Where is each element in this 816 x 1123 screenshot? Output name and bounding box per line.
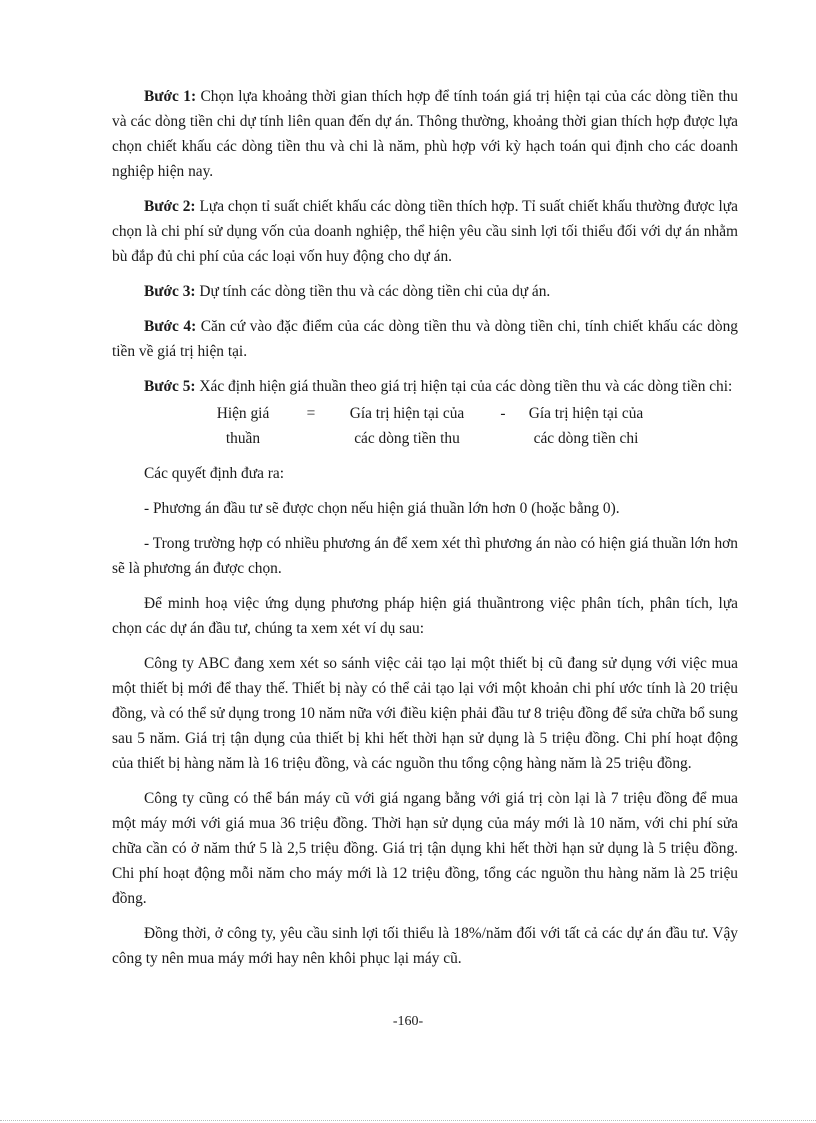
formula-lhs <box>208 401 278 451</box>
step-3-paragraph <box>112 279 738 304</box>
step-text: Chọn lựa khoảng thời gian thích hợp để tính toán giá trị hiện tại của các dòng tiền thu và các dòng tiền chi dự tính liên quan đến dự án. Thông thường, khoảng thời gian thích hợp được lựa chọn chiết khấu các dòng tiền thu và chi là năm, phù hợp với kỳ hạch toán qui định cho các doanh nghiệp hiện nay. <box>112 88 738 180</box>
example-paragraph-1: Công ty ABC đang xem xét so sánh việc cải tạo lại một thiết bị cũ đang sử dụng với việc mua một thiết bị mới để thay thế. Thiết bị này có thể cải tạo lại với một khoản chi phí ước tính là 20 triệu đồng, và có thể sử dụng trong 10 năm nữa với điều kiện phải đầu tư 8 triệu đồng để sửa chữa bổ sung sau 5 năm. Giá trị tận dụng của thiết bị khi hết thời hạn sử dụng là 5 triệu đồng. Chi phí hoạt động của thiết bị hàng năm là 16 triệu đồng, và các nguồn thu tổng cộng hàng năm là 25 triệu đồng. <box>112 655 738 772</box>
step-text: Dự tính các dòng tiền thu và các dòng tiền chi của dự án. <box>195 283 551 300</box>
example-paragraph-2: Công ty cũng có thể bán máy cũ với giá ngang bằng với giá trị còn lại là 7 triệu đồng để mua một máy mới với giá mua 36 triệu đồng. Thời hạn sử dụng của máy mới là 10 năm, với chi phí sửa chữa cần có ở năm thứ 5 là 2,5 triệu đồng. Giá trị tận dụng khi hết thời hạn sử dụng là 5 triệu đồng. Chi phí hoạt động mỗi năm cho máy mới là 12 triệu đồng, tổng các nguồn thu hàng năm là 25 triệu đồng. <box>112 790 738 907</box>
formula-inflows <box>332 401 482 451</box>
document-body <box>112 84 738 981</box>
formula-outflows <box>516 401 656 451</box>
step-2-paragraph <box>112 194 738 269</box>
step-4-paragraph <box>112 314 738 364</box>
decision-item-1: - Phương án đầu tư sẽ được chọn nếu hiện giá thuần lớn hơn 0 (hoặc bằng 0). <box>144 500 620 517</box>
example-intro: Để minh hoạ việc ứng dụng phương pháp hiện giá thuầntrong việc phân tích, phân tích, lựa chọn các dự án đầu tư, chúng ta xem xét ví dụ sau: <box>112 595 738 637</box>
step-text: Căn cứ vào đặc điểm của các dòng tiền thu và dòng tiền chi, tính chiết khấu các dòng tiền về giá trị hiện tại. <box>112 318 738 360</box>
step-text: Xác định hiện giá thuần theo giá trị hiện tại của các dòng tiền thu và các dòng tiền chi: <box>195 378 733 395</box>
step-label: Bước 5: <box>144 378 196 395</box>
decisions-heading: Các quyết định đưa ra: <box>144 465 284 482</box>
formula-lhs-line2: thuần <box>225 430 261 447</box>
formula-equals: = <box>306 405 316 422</box>
step-label: Bước 1: <box>144 88 197 105</box>
step-label: Bước 2: <box>144 198 196 215</box>
formula-lhs-line1: Hiện giá <box>216 405 270 422</box>
formula-outflows-line2: các dòng tiền chi <box>533 430 639 447</box>
page-number: -160- <box>392 1014 424 1029</box>
step-1-paragraph <box>112 84 738 184</box>
example-paragraph-3: Đồng thời, ở công ty, yêu cầu sinh lợi tối thiểu là 18%/năm đối với tất cả các dự án đầu tư. Vậy công ty nên mua máy mới hay nên khôi phục lại máy cũ. <box>112 925 738 967</box>
formula-outflows-line1: Gía trị hiện tại của <box>528 405 644 422</box>
step-5-paragraph <box>112 374 738 399</box>
step-label: Bước 3: <box>144 283 196 300</box>
decision-item-2: - Trong trường hợp có nhiều phương án để xem xét thì phương án nào có hiện giá thuần lớn hơn sẽ là phương án được chọn. <box>112 535 738 577</box>
step-label: Bước 4: <box>144 318 197 335</box>
npv-formula <box>112 401 738 453</box>
formula-inflows-line2: các dòng tiền thu <box>354 430 460 447</box>
step-text: Lựa chọn tỉ suất chiết khấu các dòng tiền thích hợp. Tỉ suất chiết khấu thường được lựa chọn là chi phí sử dụng vốn của doanh nghiệp, thể hiện yêu cầu sinh lợi tối thiểu đối với dự án nhằm bù đắp đủ chi phí của các loại vốn huy động cho dự án. <box>112 198 738 265</box>
page-divider <box>0 1120 816 1121</box>
formula-inflows-line1: Gía trị hiện tại của <box>349 405 465 422</box>
formula-minus: - <box>500 405 506 422</box>
